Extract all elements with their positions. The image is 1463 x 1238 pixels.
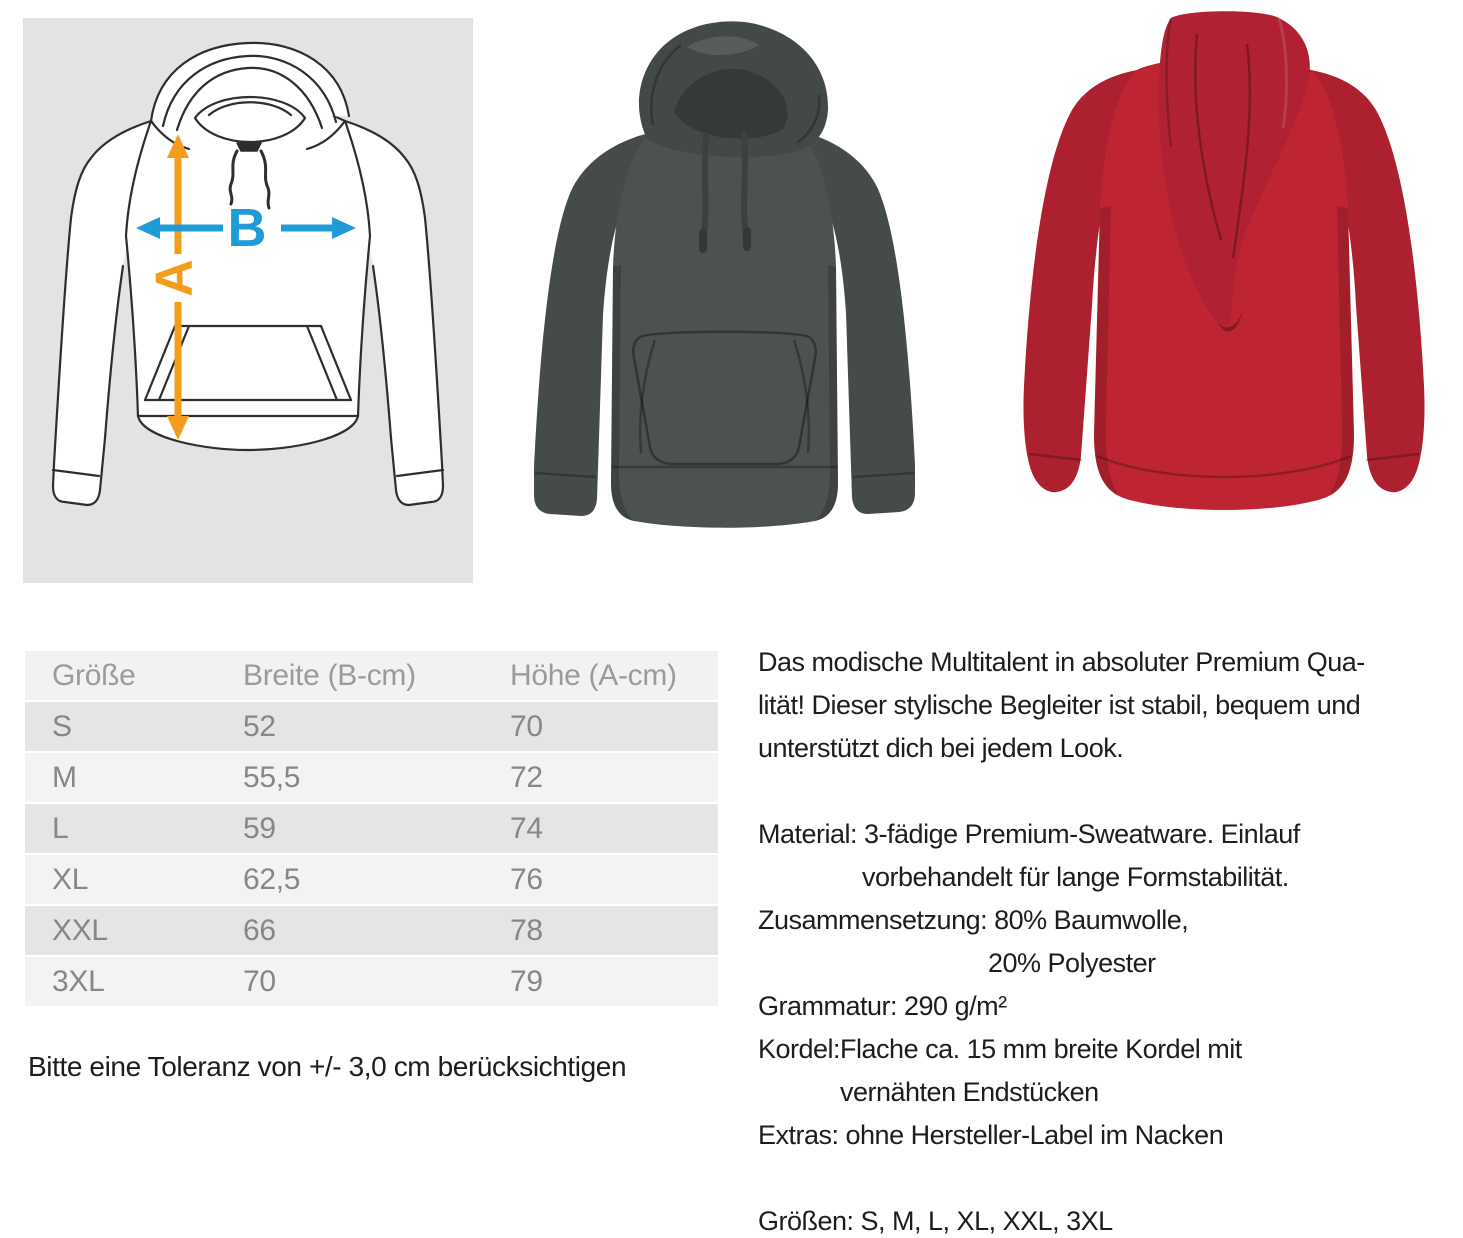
hoodie-front-graphic — [497, 15, 952, 540]
width-cell: 70 — [243, 965, 276, 998]
product-description — [758, 641, 1463, 1238]
col-header-size: Größe — [52, 659, 136, 692]
description-line — [758, 1157, 1463, 1200]
size-table-row-xl — [25, 855, 718, 904]
width-label: B — [227, 198, 267, 258]
width-cell: 55,5 — [243, 761, 301, 794]
description-line: unterstützt dich bei jedem Look. — [758, 733, 1124, 763]
description-line: Material: 3-fädige Premium-Sweatware. Einlauf — [758, 819, 1300, 849]
description-line: Das modische Multitalent in absoluter Premium Qua- — [758, 647, 1365, 677]
height-cell: 74 — [510, 812, 543, 845]
width-cell: 59 — [243, 812, 276, 845]
size-table-row-3xl — [25, 957, 718, 1006]
hoodie-back-graphic — [985, 5, 1463, 525]
width-cell: 52 — [243, 710, 276, 743]
hoodie-front-photo — [497, 15, 952, 540]
size-table — [25, 651, 718, 1008]
size-table-row-l — [25, 804, 718, 853]
size-table-header-row — [25, 651, 718, 700]
height-cell: 79 — [510, 965, 543, 998]
col-header-width: Breite (B-cm) — [243, 659, 416, 692]
height-cell: 78 — [510, 914, 543, 947]
size-table-row-m — [25, 753, 718, 802]
description-line: lität! Dieser stylische Begleiter ist stabil, bequem und — [758, 690, 1361, 720]
description-line: vorbehandelt für lange Formstabilität. — [862, 862, 1289, 892]
height-cell: 72 — [510, 761, 543, 794]
description-line: vernähten Endstücken — [840, 1077, 1099, 1107]
width-cell: 62,5 — [243, 863, 301, 896]
size-table-row-xxl — [25, 906, 718, 955]
size-cell: XL — [52, 863, 89, 896]
description-line: Extras: ohne Hersteller-Label im Nacken — [758, 1120, 1224, 1150]
description-line — [758, 770, 1463, 813]
hoodie-measure-diagram — [23, 18, 473, 583]
height-cell: 76 — [510, 863, 543, 896]
description-line: 20% Polyester — [988, 948, 1156, 978]
description-line: Grammatur: 290 g/m² — [758, 991, 1007, 1021]
size-cell: XXL — [52, 914, 108, 947]
size-table-row-s — [25, 702, 718, 751]
size-cell: M — [52, 761, 77, 794]
size-cell: 3XL — [52, 965, 105, 998]
height-label: A — [145, 259, 204, 297]
description-line: Größen: S, M, L, XL, XXL, 3XL — [758, 1206, 1113, 1236]
description-line: Zusammensetzung: 80% Baumwolle, — [758, 905, 1189, 935]
col-header-height: Höhe (A-cm) — [510, 659, 677, 692]
size-diagram-panel — [23, 18, 473, 583]
tolerance-note: Bitte eine Toleranz von +/- 3,0 cm berücksichtigen — [28, 1051, 627, 1082]
width-cell: 66 — [243, 914, 276, 947]
size-cell: L — [52, 812, 69, 845]
size-cell: S — [52, 710, 72, 743]
description-line: Kordel:Flache ca. 15 mm breite Kordel mit — [758, 1034, 1242, 1064]
height-cell: 70 — [510, 710, 543, 743]
hoodie-back-photo — [985, 5, 1463, 525]
